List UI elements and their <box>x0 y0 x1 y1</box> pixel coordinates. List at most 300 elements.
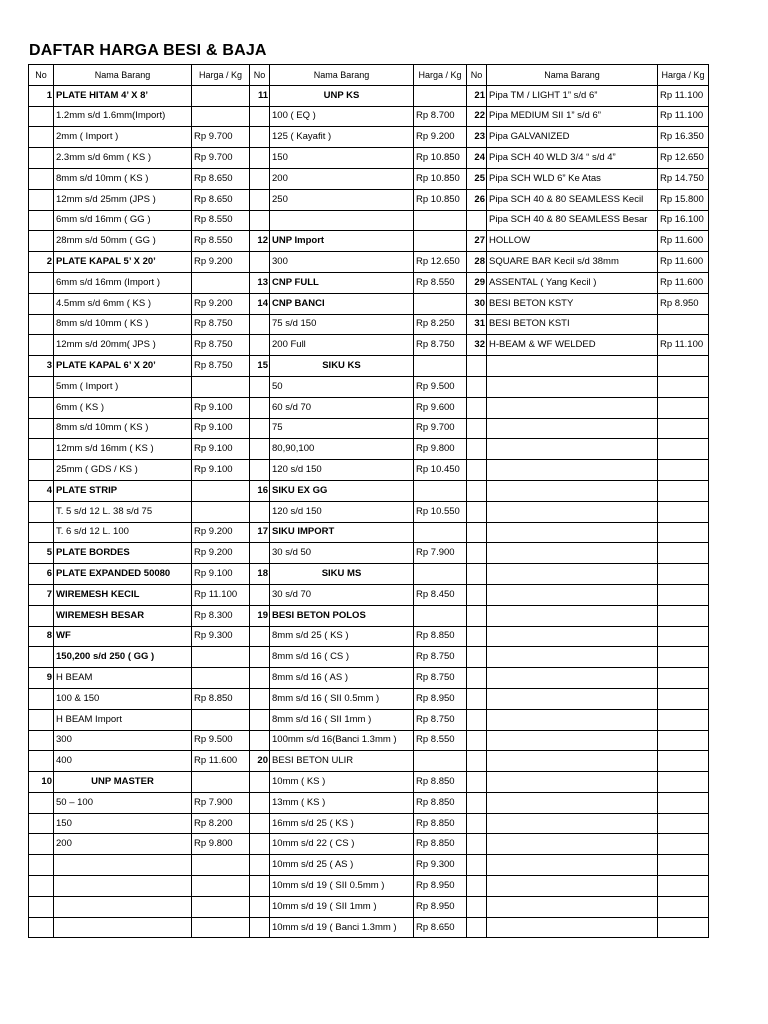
item-price: Rp 8.750 <box>192 335 250 356</box>
item-number: 14 <box>250 293 270 314</box>
item-name <box>487 688 658 709</box>
item-name: 12mm s/d 25mm (JPS ) <box>54 189 192 210</box>
item-name: H-BEAM & WF WELDED <box>487 335 658 356</box>
item-price: Rp 9.700 <box>414 418 467 439</box>
item-price <box>658 772 709 793</box>
item-price: Rp 9.100 <box>192 397 250 418</box>
item-price: Rp 8.650 <box>192 189 250 210</box>
table-row <box>29 356 709 377</box>
item-number <box>250 460 270 481</box>
item-number <box>29 376 54 397</box>
item-name: 30 s/d 70 <box>270 584 414 605</box>
item-number <box>250 189 270 210</box>
item-name <box>487 522 658 543</box>
item-price: Rp 8.850 <box>414 772 467 793</box>
item-number: 32 <box>467 335 487 356</box>
item-name: UNP MASTER <box>54 772 192 793</box>
item-price <box>658 584 709 605</box>
item-number: 11 <box>250 85 270 106</box>
item-number <box>250 127 270 148</box>
item-price <box>414 85 467 106</box>
item-name <box>54 896 192 917</box>
table-row <box>29 543 709 564</box>
item-name: 8mm s/d 16 ( SII 1mm ) <box>270 709 414 730</box>
item-name <box>487 855 658 876</box>
header-no: No <box>467 65 487 86</box>
item-price: Rp 8.700 <box>414 106 467 127</box>
item-name: 6mm s/d 16mm (Import ) <box>54 272 192 293</box>
item-price <box>192 896 250 917</box>
item-name: SIKU IMPORT <box>270 522 414 543</box>
item-name: 8mm s/d 16 ( CS ) <box>270 647 414 668</box>
table-row <box>29 668 709 689</box>
item-name: 150,200 s/d 250 ( GG ) <box>54 647 192 668</box>
item-price: Rp 9.300 <box>414 855 467 876</box>
item-name: Pipa GALVANIZED <box>487 127 658 148</box>
item-number <box>250 418 270 439</box>
item-price: Rp 9.600 <box>414 397 467 418</box>
item-price <box>658 855 709 876</box>
item-price <box>658 376 709 397</box>
item-price: Rp 11.600 <box>658 252 709 273</box>
item-number <box>29 231 54 252</box>
item-number <box>467 876 487 897</box>
item-number <box>250 772 270 793</box>
item-price: Rp 9.800 <box>192 834 250 855</box>
item-number <box>467 688 487 709</box>
item-name <box>487 668 658 689</box>
item-number: 25 <box>467 168 487 189</box>
item-name: 400 <box>54 751 192 772</box>
table-row <box>29 896 709 917</box>
item-price: Rp 11.600 <box>192 751 250 772</box>
item-number <box>467 917 487 938</box>
item-price <box>414 564 467 585</box>
item-number <box>467 605 487 626</box>
item-number: 27 <box>467 231 487 252</box>
item-price <box>658 688 709 709</box>
item-number <box>29 688 54 709</box>
item-price: Rp 10.550 <box>414 501 467 522</box>
item-price: Rp 9.300 <box>192 626 250 647</box>
item-name: 125 ( Kayafit ) <box>270 127 414 148</box>
item-name: H BEAM Import <box>54 709 192 730</box>
item-name <box>487 543 658 564</box>
item-number <box>250 730 270 751</box>
item-name: 10mm s/d 25 ( AS ) <box>270 855 414 876</box>
item-name: Pipa TM / LIGHT 1” s/d 6” <box>487 85 658 106</box>
item-price <box>658 605 709 626</box>
item-price: Rp 9.800 <box>414 439 467 460</box>
item-number <box>250 626 270 647</box>
item-number <box>250 896 270 917</box>
item-price <box>414 522 467 543</box>
table-row <box>29 210 709 231</box>
item-name: 100 ( EQ ) <box>270 106 414 127</box>
item-name: H BEAM <box>54 668 192 689</box>
item-price <box>658 626 709 647</box>
item-price: Rp 8.850 <box>414 792 467 813</box>
item-name: 8mm s/d 25 ( KS ) <box>270 626 414 647</box>
item-price <box>658 668 709 689</box>
item-price <box>658 876 709 897</box>
item-name: Pipa MEDIUM SII 1” s/d 6” <box>487 106 658 127</box>
item-price: Rp 9.100 <box>192 564 250 585</box>
item-number <box>467 647 487 668</box>
item-number <box>250 501 270 522</box>
header-nama-barang: Nama Barang <box>270 65 414 86</box>
item-price: Rp 10.450 <box>414 460 467 481</box>
item-name: 16mm s/d 25 ( KS ) <box>270 813 414 834</box>
item-price <box>414 210 467 231</box>
item-number <box>250 543 270 564</box>
table-row <box>29 293 709 314</box>
item-name: BESI BETON ULIR <box>270 751 414 772</box>
item-price <box>658 460 709 481</box>
item-name <box>487 501 658 522</box>
item-price <box>192 106 250 127</box>
item-number <box>29 730 54 751</box>
item-number <box>29 855 54 876</box>
item-name <box>487 626 658 647</box>
item-number <box>467 813 487 834</box>
item-number <box>467 584 487 605</box>
item-number: 19 <box>250 605 270 626</box>
table-row <box>29 564 709 585</box>
item-price: Rp 8.750 <box>192 356 250 377</box>
item-price <box>658 751 709 772</box>
item-name: BESI BETON KSTY <box>487 293 658 314</box>
item-name: 300 <box>270 252 414 273</box>
item-price <box>192 772 250 793</box>
item-name: WIREMESH BESAR <box>54 605 192 626</box>
item-name: 8mm s/d 10mm ( KS ) <box>54 314 192 335</box>
item-price <box>658 834 709 855</box>
item-price <box>658 522 709 543</box>
item-price: Rp 8.200 <box>192 813 250 834</box>
item-price: Rp 14.750 <box>658 168 709 189</box>
item-number <box>467 418 487 439</box>
item-number <box>29 896 54 917</box>
item-price: Rp 11.600 <box>658 272 709 293</box>
item-number: 26 <box>467 189 487 210</box>
table-row <box>29 272 709 293</box>
item-number <box>467 834 487 855</box>
table-row <box>29 460 709 481</box>
item-number: 8 <box>29 626 54 647</box>
item-name <box>54 876 192 897</box>
item-name: 200 <box>54 834 192 855</box>
item-name: 150 <box>54 813 192 834</box>
item-price <box>192 501 250 522</box>
item-price: Rp 8.950 <box>414 688 467 709</box>
item-number <box>250 688 270 709</box>
item-price <box>414 480 467 501</box>
item-number <box>467 730 487 751</box>
item-name: SIKU MS <box>270 564 414 585</box>
item-number <box>467 751 487 772</box>
price-table <box>28 64 709 938</box>
item-number <box>29 876 54 897</box>
item-number <box>29 522 54 543</box>
item-price <box>192 647 250 668</box>
item-number: 17 <box>250 522 270 543</box>
item-price: Rp 8.750 <box>192 314 250 335</box>
item-name <box>487 647 658 668</box>
item-price <box>192 668 250 689</box>
item-number <box>250 792 270 813</box>
item-number <box>250 855 270 876</box>
item-number: 16 <box>250 480 270 501</box>
item-number <box>29 335 54 356</box>
table-row <box>29 855 709 876</box>
item-price: Rp 8.950 <box>414 876 467 897</box>
item-number <box>29 501 54 522</box>
item-price <box>192 917 250 938</box>
item-number <box>467 626 487 647</box>
item-number: 7 <box>29 584 54 605</box>
item-name <box>487 917 658 938</box>
item-name: PLATE EXPANDED 50080 <box>54 564 192 585</box>
item-number <box>467 501 487 522</box>
item-price <box>192 376 250 397</box>
item-number: 23 <box>467 127 487 148</box>
item-name: 150 <box>270 148 414 169</box>
table-row <box>29 106 709 127</box>
item-number <box>29 397 54 418</box>
item-number: 12 <box>250 231 270 252</box>
item-name <box>54 855 192 876</box>
item-name: CNP FULL <box>270 272 414 293</box>
item-name <box>487 896 658 917</box>
item-price <box>658 501 709 522</box>
item-price: Rp 8.850 <box>414 834 467 855</box>
table-body <box>29 85 709 938</box>
header-nama-barang: Nama Barang <box>487 65 658 86</box>
item-price: Rp 7.900 <box>414 543 467 564</box>
item-number: 3 <box>29 356 54 377</box>
item-number <box>29 189 54 210</box>
item-name <box>487 564 658 585</box>
item-number <box>467 709 487 730</box>
item-price: Rp 12.650 <box>414 252 467 273</box>
item-price <box>658 356 709 377</box>
document-title: DAFTAR HARGA BESI & BAJA <box>29 42 267 59</box>
item-name: 200 Full <box>270 335 414 356</box>
item-number <box>29 127 54 148</box>
item-price <box>192 480 250 501</box>
item-name: 250 <box>270 189 414 210</box>
item-name: UNP KS <box>270 85 414 106</box>
item-number <box>29 834 54 855</box>
item-number <box>29 418 54 439</box>
item-number <box>29 148 54 169</box>
item-price: Rp 16.350 <box>658 127 709 148</box>
table-row <box>29 792 709 813</box>
table-row <box>29 148 709 169</box>
item-price: Rp 8.650 <box>192 168 250 189</box>
table-row <box>29 418 709 439</box>
item-name <box>487 709 658 730</box>
table-row <box>29 605 709 626</box>
item-price: Rp 11.100 <box>658 335 709 356</box>
item-price <box>658 813 709 834</box>
item-name: HOLLOW <box>487 231 658 252</box>
item-number <box>29 647 54 668</box>
item-price: Rp 11.600 <box>658 231 709 252</box>
item-price <box>658 543 709 564</box>
item-name: 13mm ( KS ) <box>270 792 414 813</box>
item-price <box>192 709 250 730</box>
item-name: 75 <box>270 418 414 439</box>
item-price: Rp 8.750 <box>414 668 467 689</box>
item-price: Rp 8.850 <box>414 626 467 647</box>
item-number: 4 <box>29 480 54 501</box>
item-name: 8mm s/d 10mm ( KS ) <box>54 168 192 189</box>
item-price: Rp 9.200 <box>192 252 250 273</box>
item-number <box>250 106 270 127</box>
item-name: 100 & 150 <box>54 688 192 709</box>
item-name: T. 5 s/d 12 L. 38 s/d 75 <box>54 501 192 522</box>
item-name <box>487 356 658 377</box>
item-number <box>29 314 54 335</box>
item-number <box>29 605 54 626</box>
item-price: Rp 8.550 <box>414 272 467 293</box>
item-number: 13 <box>250 272 270 293</box>
item-number: 10 <box>29 772 54 793</box>
item-number <box>29 751 54 772</box>
item-name: 10mm s/d 19 ( SII 1mm ) <box>270 896 414 917</box>
item-number <box>250 252 270 273</box>
item-price <box>658 418 709 439</box>
item-price <box>414 293 467 314</box>
item-number <box>467 376 487 397</box>
item-number <box>29 106 54 127</box>
item-number: 24 <box>467 148 487 169</box>
item-price: Rp 11.100 <box>658 85 709 106</box>
item-name <box>487 584 658 605</box>
table-row <box>29 376 709 397</box>
item-name <box>487 605 658 626</box>
item-price: Rp 16.100 <box>658 210 709 231</box>
item-number <box>467 772 487 793</box>
item-number <box>29 293 54 314</box>
item-number <box>467 543 487 564</box>
item-name: 12mm s/d 20mm( JPS ) <box>54 335 192 356</box>
item-price: Rp 8.450 <box>414 584 467 605</box>
item-number <box>467 210 487 231</box>
item-price: Rp 11.100 <box>192 584 250 605</box>
item-number <box>29 917 54 938</box>
item-name: 8mm s/d 16 ( AS ) <box>270 668 414 689</box>
item-price: Rp 9.200 <box>192 522 250 543</box>
item-price <box>192 855 250 876</box>
item-name: T. 6 s/d 12 L. 100 <box>54 522 192 543</box>
item-price: Rp 9.500 <box>192 730 250 751</box>
item-name: 80,90,100 <box>270 439 414 460</box>
item-price: Rp 8.850 <box>192 688 250 709</box>
item-price: Rp 10.850 <box>414 189 467 210</box>
item-name: 10mm s/d 22 ( CS ) <box>270 834 414 855</box>
table-row <box>29 876 709 897</box>
item-name <box>487 418 658 439</box>
item-number: 22 <box>467 106 487 127</box>
item-name <box>487 772 658 793</box>
item-name: Pipa SCH WLD 6” Ke Atas <box>487 168 658 189</box>
item-number <box>467 668 487 689</box>
item-name: ASSENTAL ( Yang Kecil ) <box>487 272 658 293</box>
header-harga: Harga / Kg <box>192 65 250 86</box>
item-name: 4.5mm s/d 6mm ( KS ) <box>54 293 192 314</box>
table-row <box>29 688 709 709</box>
item-number <box>250 917 270 938</box>
table-row <box>29 626 709 647</box>
item-number: 2 <box>29 252 54 273</box>
header-no: No <box>29 65 54 86</box>
item-price: Rp 8.550 <box>414 730 467 751</box>
table-row <box>29 314 709 335</box>
item-number <box>467 522 487 543</box>
item-number: 30 <box>467 293 487 314</box>
item-name: PLATE HITAM 4’ X 8’ <box>54 85 192 106</box>
item-number <box>29 709 54 730</box>
item-name <box>487 480 658 501</box>
item-name: 60 s/d 70 <box>270 397 414 418</box>
item-price: Rp 8.850 <box>414 813 467 834</box>
item-name <box>487 834 658 855</box>
table-row <box>29 730 709 751</box>
item-name <box>487 751 658 772</box>
table-row <box>29 168 709 189</box>
item-name: Pipa SCH 40 WLD 3/4 “ s/d 4” <box>487 148 658 169</box>
item-name: 120 s/d 150 <box>270 501 414 522</box>
item-name: 8mm s/d 16 ( SII 0.5mm ) <box>270 688 414 709</box>
item-number <box>250 210 270 231</box>
item-price: Rp 9.200 <box>192 543 250 564</box>
table-row <box>29 522 709 543</box>
item-price <box>414 356 467 377</box>
item-number <box>29 460 54 481</box>
item-price: Rp 12.650 <box>658 148 709 169</box>
item-price: Rp 8.750 <box>414 709 467 730</box>
item-name: Pipa SCH 40 & 80 SEAMLESS Kecil <box>487 189 658 210</box>
item-name: 1.2mm s/d 1.6mm(Import) <box>54 106 192 127</box>
item-name: 25mm ( GDS / KS ) <box>54 460 192 481</box>
table-row <box>29 647 709 668</box>
item-name: 30 s/d 50 <box>270 543 414 564</box>
item-number <box>250 584 270 605</box>
item-price: Rp 10.850 <box>414 168 467 189</box>
item-number <box>467 439 487 460</box>
item-price: Rp 9.200 <box>414 127 467 148</box>
item-number <box>250 168 270 189</box>
item-number <box>29 168 54 189</box>
item-price <box>658 564 709 585</box>
item-number <box>467 460 487 481</box>
item-name: 2.3mm s/d 6mm ( KS ) <box>54 148 192 169</box>
item-name: PLATE KAPAL 6’ X 20’ <box>54 356 192 377</box>
table-row <box>29 127 709 148</box>
item-price <box>658 709 709 730</box>
item-name <box>487 460 658 481</box>
header-harga: Harga / Kg <box>414 65 467 86</box>
item-number: 1 <box>29 85 54 106</box>
table-row <box>29 917 709 938</box>
item-number: 6 <box>29 564 54 585</box>
item-name <box>487 876 658 897</box>
item-price: Rp 11.100 <box>658 106 709 127</box>
item-name <box>487 376 658 397</box>
